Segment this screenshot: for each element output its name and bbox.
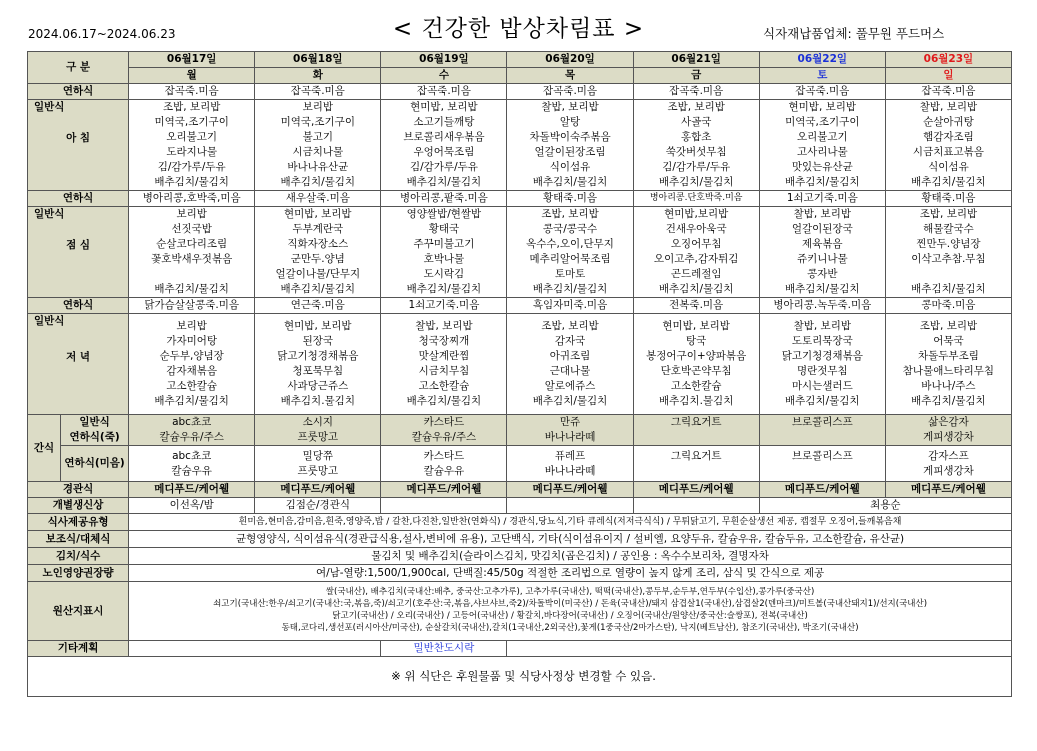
snack-puree-menu: [759, 446, 885, 482]
menu-table: [27, 51, 1012, 697]
menu-item: 된장국: [302, 335, 334, 347]
general-diet-menu: [885, 207, 1011, 298]
soft-diet-item: 전복죽.미음: [633, 298, 759, 314]
menu-item: 찰밥, 보리밥: [793, 320, 851, 332]
menu-item: 배추김치/물김치: [911, 283, 986, 295]
menu-item: 찰밥, 보리밥: [793, 208, 851, 220]
menu-item: 감자국: [554, 335, 586, 347]
menu-item: 고사리나물: [796, 146, 848, 158]
snack-general-menu: [507, 415, 633, 446]
day-weekday: 토: [759, 68, 885, 84]
menu-item: 바나나/주스: [921, 380, 976, 392]
menu-item: 배추김치/물김치: [658, 176, 734, 188]
menu-item: 현미밥, 보리밥: [284, 320, 352, 332]
menu-item: 게피생강차: [923, 464, 974, 477]
menu-item: 얼갈이된장조림: [534, 146, 606, 158]
kimchi-label: 김치/식수: [28, 548, 129, 565]
general-diet-menu: [633, 100, 759, 191]
origin-value: [129, 582, 1012, 641]
snack-general-menu: [633, 415, 759, 446]
tube-feeding-item: 메디푸드/케어웰: [633, 482, 759, 498]
menu-period: 2024.06.17~2024.06.23: [28, 27, 176, 41]
menu-item: 현미밥, 보리밥: [662, 320, 730, 332]
menu-item: 알탕: [559, 116, 581, 128]
soft-diet-item: 황태죽.미음: [885, 191, 1011, 207]
tube-feeding-item: 메디푸드/케어웰: [885, 482, 1011, 498]
menu-item: 명란젓무침: [796, 365, 848, 377]
origin-line: 쇠고기(국내산:한우/쇠고기(국내산:국,볶음,죽)/쇠고기(호주산:국,볶음,샤브샤브,죽2)/차돌박이(미국산) / 돈육(국내산)/돼지 삼겹살1(국내산),삼겹살2(덴마크)/미트볼(국내산돼지1)/선지(국내산): [213, 599, 928, 610]
day-weekday: 월: [129, 68, 255, 84]
menu-item: 시금치무침: [418, 365, 470, 377]
tube-feeding-item: 메디푸드/케어웰: [381, 482, 507, 498]
menu-item: 도라지나물: [166, 146, 218, 158]
origin-line: 닭고기(국내산) / 오리(국내산) / 고등어(국내산) / 황갈치,바다장어(국내산) / 오징어(국내산/원양산/중국산:슬쌍포), 전복(국내산): [332, 611, 808, 621]
general-diet-menu: [885, 314, 1011, 415]
dinner-meal-label: 저 녁: [66, 350, 91, 363]
other-plan-label: 기타계획: [28, 641, 129, 657]
soft-diet-label: 연하식: [28, 84, 129, 100]
menu-item: 칼슘우유: [423, 464, 465, 477]
menu-item: 김/감가루/두유: [157, 161, 226, 173]
cell: [633, 498, 759, 514]
nutrition-value: 여/남-열량:1,500/1,900cal, 단백질:45/50g 적절한 조리법으로 열량이 높지 않게 조리, 삼식 및 간식으로 제공: [129, 565, 1012, 582]
menu-item: 차돌박이숙주볶음: [529, 131, 611, 143]
menu-item: 조밥, 보리밥: [919, 320, 978, 332]
general-diet-menu: [633, 314, 759, 415]
soft-diet-item: 황태죽.미음: [507, 191, 633, 207]
menu-item: 보리밥: [176, 320, 207, 332]
general-diet-menu: [255, 314, 381, 415]
menu-item: 꽃호박새우젓볶음: [151, 253, 233, 265]
menu-item: [886, 267, 1011, 282]
snack-puree-menu: [381, 446, 507, 482]
day-weekday: 일: [885, 68, 1011, 84]
day-weekday: 화: [255, 68, 381, 84]
menu-item: 브로콜리스프: [791, 416, 853, 428]
menu-item: 배추김치/물김치: [280, 176, 356, 188]
menu-item: 김/감가루/두유: [409, 161, 478, 173]
menu-item: 주꾸미불고기: [413, 238, 475, 250]
menu-item: 감자채볶음: [166, 365, 218, 377]
kimchi-value: 물김치 및 배추김치(슬라이스김치, 맛김치(곱은김치) / 공인용 : 옥수수보리차, 결명자차: [129, 548, 1012, 565]
menu-item: 오징어무침: [670, 238, 722, 250]
menu-item: [129, 267, 254, 282]
tube-feeding-label: 경관식: [28, 482, 129, 498]
general-diet-menu: [381, 100, 507, 191]
menu-item: 배추김치/물김치: [785, 176, 860, 188]
menu-item: 조밥, 보리밥: [162, 101, 221, 113]
menu-item: 프룻망고: [297, 464, 339, 477]
menu-item: 오이고추,감자튀김: [653, 253, 739, 265]
general-diet-menu: [129, 207, 255, 298]
day-weekday: 금: [633, 68, 759, 84]
menu-item: 아귀조림: [549, 350, 591, 362]
cell: [507, 498, 633, 514]
menu-item: 배추김치/물김치: [406, 283, 482, 295]
menu-item: 봉정어구이+양파볶음: [646, 350, 747, 362]
type-label: 식사제공유형: [28, 514, 129, 531]
supplement-label: 보조식/대체식: [28, 531, 129, 548]
menu-item: 맛있는유산균: [791, 161, 853, 173]
menu-item: 만쥬: [559, 416, 581, 428]
tube-feeding-item: 메디푸드/케어웰: [129, 482, 255, 498]
general-diet-menu: [633, 207, 759, 298]
menu-item: 김/감가루/두유: [662, 161, 731, 173]
soft-diet-item: 잡곡죽.미음: [255, 84, 381, 100]
soft-diet-item: 잡곡죽.미음: [129, 84, 255, 100]
menu-item: 단호박곤약무침: [660, 365, 732, 377]
soft-diet-label: 연하식: [28, 191, 129, 207]
menu-item: 배추김치/물김치: [280, 283, 356, 295]
menu-item: 보리밥: [302, 101, 334, 113]
soft-diet-item: 잡곡죽.미음: [885, 84, 1011, 100]
snack-puree-menu: [255, 446, 381, 482]
menu-item: 미역국,조기구이: [154, 116, 229, 128]
menu-item: 퓨레프: [554, 449, 586, 462]
menu-item: 현미밥, 보리밥: [788, 101, 857, 113]
menu-item: 오리불고기: [796, 131, 848, 143]
menu-item: 칼슘우유/주스: [411, 431, 477, 443]
soft-diet-label: 연하식: [28, 298, 129, 314]
day-date: 06월19일: [381, 52, 507, 68]
supplier-info: 식자재납품업체: 풀무원 푸드머스: [763, 26, 945, 41]
menu-item: 카스타드: [423, 449, 465, 462]
menu-item: 고소한칼슘: [418, 380, 470, 392]
day-date: 06월22일: [759, 52, 885, 68]
menu-item: 현미밥,보리밥: [664, 208, 729, 220]
menu-item: 배추김치/물김치: [911, 176, 986, 188]
general-diet-menu: [129, 100, 255, 191]
menu-item: 직화자장소스: [287, 238, 349, 250]
menu-item: 메추리알어묵조림: [529, 253, 611, 265]
day-date: 06월18일: [255, 52, 381, 68]
menu-item: 바나나라떼: [544, 464, 596, 477]
day-date: 06월20일: [507, 52, 633, 68]
origin-label: 원산지표시: [28, 582, 129, 641]
menu-item: 건새우아욱국: [665, 223, 727, 235]
menu-item: 배추김치.물김치: [280, 395, 355, 407]
menu-item: 얼갈이나물/단무지: [275, 268, 361, 280]
soft-diet-item: 닭가슴살살콩죽.미음: [129, 298, 255, 314]
other-plan-value: 밀반찬도시락: [381, 641, 507, 657]
breakfast-label: [28, 100, 129, 191]
snack-general-menu: [381, 415, 507, 446]
soft-diet-item: 병아리콩,팥죽.미음: [381, 191, 507, 207]
menu-item: [760, 464, 885, 479]
menu-item: 소시지: [302, 416, 334, 428]
menu-item: 카스타드: [423, 416, 465, 428]
tube-feeding-item: 메디푸드/케어웰: [759, 482, 885, 498]
general-diet-menu: [381, 314, 507, 415]
menu-item: 콩자반: [807, 268, 838, 280]
menu-item: 보리밥: [176, 208, 207, 220]
menu-item: 호박나물: [423, 253, 465, 265]
origin-line: 쌀(국내산), 배추김치(국내산:배추, 중국산:고추가루), 고추가루(국내산), 떡떡(국내산),콩두부,순두부,연두부(수입산),콩가루(중국산): [325, 587, 815, 598]
menu-item: 조밥, 보리밥: [541, 208, 599, 220]
soft-diet-item: 병아리콩.녹두죽.미음: [759, 298, 885, 314]
menu-item: 찐만두.양념장: [916, 238, 981, 250]
menu-item: 배추김치/물김치: [532, 395, 608, 407]
snack-sub-label: 연하식(죽): [69, 431, 120, 443]
snack-general-menu: [885, 415, 1011, 446]
menu-item: 그릭요거트: [670, 416, 722, 428]
menu-item: 순살코다리조림: [156, 238, 228, 250]
menu-item: 배추김치/물김치: [911, 395, 986, 407]
menu-item: 맛살계란찜: [418, 350, 470, 362]
menu-item: 도토리묵장국: [791, 335, 853, 347]
menu-item: 배추김치/물김치: [154, 283, 229, 295]
menu-item: 배추김치/물김치: [154, 176, 229, 188]
general-diet-label: 일반식: [34, 315, 65, 327]
menu-item: 칼슘우유: [171, 464, 212, 477]
origin-line: 동태,코다리,생선포(러시아산/미국산), 순살갈치(국내산),갈치(1국내산,2외국산),꽃게(1중국산/2마가스탄), 낙지(베트남산), 참조기(국내산), 박조기(국내산): [281, 622, 859, 633]
snack-general-menu: [129, 415, 255, 446]
individual-item: 김점순/경관식: [255, 498, 381, 514]
tube-feeding-item: 메디푸드/케어웰: [255, 482, 381, 498]
snack-general-label: [61, 415, 129, 446]
tube-feeding-item: 메디푸드/케어웰: [507, 482, 633, 498]
day-weekday: 수: [381, 68, 507, 84]
menu-item: 브로콜리스프: [791, 449, 853, 462]
lunch-label: [28, 207, 129, 298]
snack-puree-menu: [885, 446, 1011, 482]
menu-item: 조밥, 보리밥: [667, 101, 725, 113]
menu-item: 배추김치/물김치: [154, 395, 229, 407]
menu-item: 오리불고기: [166, 131, 218, 143]
soft-diet-item: 병아리콩.단호박죽.미음: [633, 191, 759, 207]
menu-item: 차돌두부조림: [918, 350, 979, 362]
menu-item: 현미밥, 보리밥: [410, 101, 478, 113]
menu-item: 얼갈이된장국: [791, 223, 853, 235]
snack-puree-menu: [129, 446, 255, 482]
snack-puree-label: 연하식(미음): [61, 446, 129, 482]
menu-item: 청국장찌개: [418, 335, 470, 347]
supplement-value: 균형영양식, 식이섬유식(경관급식용,설사,변비에 유용), 고단백식, 기타(식이섬유이지 / 설비엘, 요양두유, 칼슘우유, 칼슘두유, 고소한칼슘, 유산균): [129, 531, 1012, 548]
menu-item: 곤드레절임: [670, 268, 722, 280]
menu-item: 찰밥, 보리밥: [541, 101, 599, 113]
snack-general-menu: [759, 415, 885, 446]
general-diet-menu: [759, 207, 885, 298]
day-date: 06월21일: [633, 52, 759, 68]
menu-item: 사과당근쥬스: [287, 380, 349, 392]
general-diet-menu: [129, 314, 255, 415]
menu-item: 그릭요거트: [670, 449, 722, 462]
general-diet-menu: [507, 207, 633, 298]
menu-item: 이삭고추참.무침: [911, 253, 986, 265]
individual-item: 이선옥/밤: [129, 498, 255, 514]
menu-item: 홍합초: [680, 131, 712, 143]
menu-item: 알로에쥬스: [544, 380, 596, 392]
menu-item: 현미밥, 보리밥: [284, 208, 352, 220]
menu-item: 고소한칼슘: [670, 380, 722, 392]
menu-item: 시금치나물: [292, 146, 344, 158]
menu-item: 순살아귀탕: [923, 116, 974, 128]
snack-general-menu: [255, 415, 381, 446]
menu-item: 미역국,조기구이: [280, 116, 355, 128]
menu-item: [760, 430, 885, 445]
soft-diet-item: 콩마죽.미음: [885, 298, 1011, 314]
menu-item: 군만두.양념: [290, 253, 345, 265]
menu-item: 밀당쮸: [302, 449, 334, 462]
soft-diet-item: 잡곡죽.미음: [381, 84, 507, 100]
menu-item: 근대나물: [549, 365, 591, 377]
soft-diet-item: 병아리콩,호박죽,미음: [129, 191, 255, 207]
menu-item: 선짓국밥: [171, 223, 212, 235]
menu-item: 어묵국: [933, 335, 964, 347]
menu-item: 옥수수,오이,단무지: [526, 238, 614, 250]
menu-item: 바나나라떼: [544, 431, 596, 443]
menu-item: 우엉어묵조림: [413, 146, 475, 158]
menu-item: abc쵸코: [172, 416, 212, 428]
menu-item: 쑥갓버섯무침: [665, 146, 727, 158]
general-diet-label: 일반식: [34, 101, 65, 113]
menu-item: 게피생강차: [923, 431, 974, 443]
menu-item: 마시는샐러드: [791, 380, 853, 392]
cell: [381, 498, 507, 514]
menu-item: 시금치표고볶음: [912, 146, 984, 158]
general-diet-menu: [381, 207, 507, 298]
menu-item: 불고기: [302, 131, 334, 143]
soft-diet-item: 잡곡죽.미음: [507, 84, 633, 100]
menu-item: 영양쌀밥/현쌀밥: [406, 208, 482, 220]
general-diet-menu: [885, 100, 1011, 191]
menu-item: 소고기들깨탕: [413, 116, 475, 128]
menu-item: 배추김치/물김치: [785, 283, 860, 295]
dinner-label: [28, 314, 129, 415]
menu-item: 배추김치/물김치: [532, 283, 608, 295]
menu-item: 닭고기청경채볶음: [781, 350, 863, 362]
lunch-meal-label: 점 심: [66, 238, 91, 251]
snack-label: 간식: [28, 415, 61, 482]
menu-item: [634, 430, 759, 445]
soft-diet-item: 흑임자미죽.미음: [507, 298, 633, 314]
menu-item: 해물칼국수: [923, 223, 974, 235]
menu-item: 바나나유산균: [287, 161, 349, 173]
menu-item: 사골국: [680, 116, 712, 128]
menu-item: 삶은감자: [928, 416, 969, 428]
menu-item: 조밥, 보리밥: [541, 320, 599, 332]
menu-item: abc쵸코: [172, 449, 212, 462]
type-value: 흰미음,현미음,감미음,흰죽,영양죽,밥 / 갈찬,다진찬,일반찬(연화식) / 경관식,당뇨식,기타 큐레식(저저극식식) / 무튀닭고기, 무흰순살생선 제공, 캡절무 오징어,들깨볶음채: [129, 514, 1012, 531]
soft-diet-item: 새우살죽.미음: [255, 191, 381, 207]
menu-item: 식이섬유: [928, 161, 969, 173]
menu-item: 닭고기청경채볶음: [277, 350, 359, 362]
general-diet-menu: [255, 207, 381, 298]
menu-item: 브로콜리새우볶음: [403, 131, 485, 143]
menu-item: 청포묵무침: [292, 365, 344, 377]
menu-item: 배추김치/물김치: [658, 283, 734, 295]
day-date: 06월23일: [885, 52, 1011, 68]
menu-item: 순두부,양념장: [159, 350, 224, 362]
menu-item: 콩국/콩국수: [542, 223, 598, 235]
menu-item: 식이섬유: [549, 161, 591, 173]
menu-item: 조밥, 보리밥: [919, 208, 978, 220]
menu-item: 고소한칼슘: [166, 380, 218, 392]
general-diet-menu: [759, 100, 885, 191]
menu-item: 제육볶음: [802, 238, 843, 250]
general-diet-menu: [759, 314, 885, 415]
day-date: 06월17일: [129, 52, 255, 68]
cell: [507, 641, 1012, 657]
footer-note: ※ 위 식단은 후원물품 및 식당사정상 변경할 수 있음.: [28, 657, 1012, 697]
menu-item: 햄감자조림: [923, 131, 974, 143]
menu-item: 참나물애느타리무침: [902, 365, 995, 377]
breakfast-meal-label: 아 침: [66, 131, 91, 144]
menu-item: 배추김치/물김치: [406, 176, 482, 188]
nutrition-label: 노인영양권장량: [28, 565, 129, 582]
snack-puree-menu: [507, 446, 633, 482]
menu-item: 토마토: [554, 268, 586, 280]
menu-item: 미역국,조기구이: [785, 116, 860, 128]
menu-item: 칼슘우유/주스: [159, 431, 224, 443]
individual-birthday-label: 개별생신상: [28, 498, 129, 514]
soft-diet-item: 1쇠고기죽.미음: [381, 298, 507, 314]
menu-item: [634, 464, 759, 479]
day-weekday: 목: [507, 68, 633, 84]
menu-item: 가자미어탕: [166, 335, 218, 347]
soft-diet-item: 잡곡죽.미음: [633, 84, 759, 100]
page-title: < 건강한 밥상차림표 >: [392, 16, 645, 42]
snack-sub-label: 일반식: [79, 416, 110, 428]
individual-item: 최용순: [759, 498, 1011, 514]
menu-item: 두부계란국: [292, 223, 344, 235]
general-diet-label: 일반식: [34, 208, 65, 220]
general-diet-menu: [507, 100, 633, 191]
soft-diet-item: 잡곡죽.미음: [759, 84, 885, 100]
snack-puree-menu: [633, 446, 759, 482]
menu-item: 찰밥, 보리밥: [919, 101, 978, 113]
menu-item: 프룻망고: [297, 431, 339, 443]
menu-item: 도시락김: [423, 268, 465, 280]
soft-diet-item: 연근죽.미음: [255, 298, 381, 314]
soft-diet-item: 1쇠고기죽.미음: [759, 191, 885, 207]
category-header: 구 분: [28, 52, 129, 84]
menu-item: 배추김치/물김치: [406, 395, 482, 407]
menu-item: 감자스프: [928, 449, 969, 462]
general-diet-menu: [255, 100, 381, 191]
menu-item: 쥬키니나물: [796, 253, 848, 265]
general-diet-menu: [507, 314, 633, 415]
menu-item: 배추김치.물김치: [659, 395, 734, 407]
menu-item: 황태국: [428, 223, 460, 235]
menu-item: 배추김치/물김치: [785, 395, 860, 407]
cell: [129, 641, 381, 657]
menu-item: 찰밥, 보리밥: [415, 320, 473, 332]
menu-item: 탕국: [686, 335, 707, 347]
menu-item: 배추김치/물김치: [532, 176, 608, 188]
